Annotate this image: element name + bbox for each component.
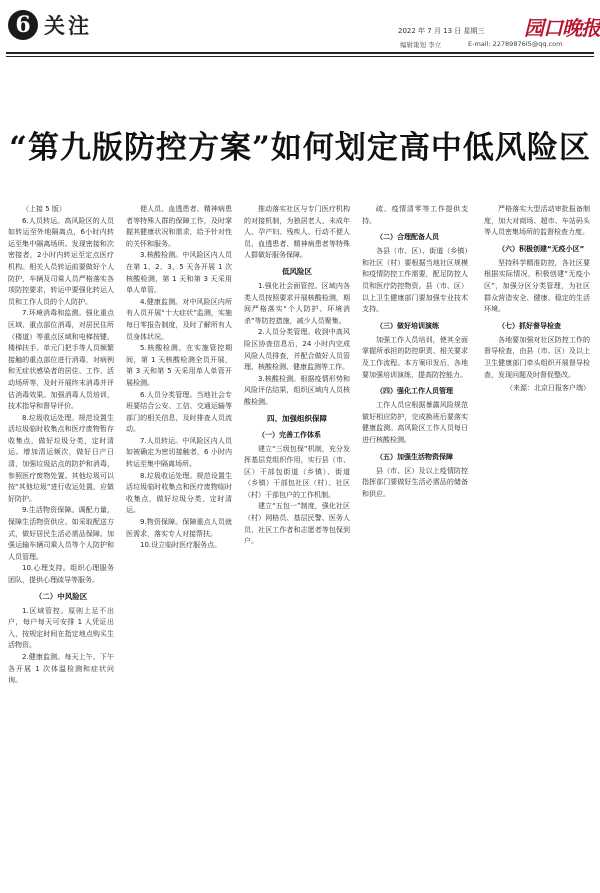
paragraph: 9.生活物资保障。调配力量，保障生活物资供应。如采取配送方式，做好居民生活必需品保障。加强运输车辆司乘人员等个人防护和人员管理。 <box>8 506 114 561</box>
paragraph: 各县（市、区）、街道（乡镇）和社区（村）要根据当地社区规模和疫情防控工作需要，配足防控人员和医疗防控物资。县（市、区）以上卫生健康部门要加强专业技术支持。 <box>362 247 468 314</box>
paragraph: （上接 5 版） <box>22 205 66 213</box>
newspaper-logo: 园口晚报 <box>524 16 600 40</box>
page-number: 6 <box>8 10 38 40</box>
paragraph: 工作人员应根据暴露风险规范做好相应防护，完成换班后要落实健康监测。高风险区工作人员每日进行核酸检测。 <box>362 401 468 444</box>
paragraph: 2.人员分类管理。收到中高风险区协查信息后，24 小时内完成风险人员排查，并配合做好人员管理、核酸检测、健康监测等工作。 <box>244 328 350 372</box>
paragraph: 1.强化社会面管控。区域内各类人员按照要求开展核酸检测，期间严格落实“个人防护、环境消杀”等防控措施，减少人员聚集。 <box>244 281 350 325</box>
paragraph: 建立“三级包保”机制，充分发挥基层党组织作用，实行县（市、区）干部包街道（乡镇）、街道（乡镇）干部包社区（村）、社区（村）干部包户的工作机制。 <box>244 444 350 499</box>
paragraph: 3.核酸检测。根据疫情形势和风险评估结果，组织区域内人员核酸检测。 <box>244 374 350 406</box>
paragraph: 8.垃圾收运处理。规范设置生活垃圾临时收集点和医疗废物临时收集点，做好垃圾分类，定时清运。 <box>126 471 232 515</box>
paragraph: 加强工作人员培训，使其全面掌握所承担的防控职责、相关要求及工作流程。本方案印发后，各地要加强培训演练，提高防控能力。 <box>362 335 468 379</box>
page-header <box>0 0 600 58</box>
section-name: 关注 <box>44 13 92 38</box>
paragraph: 9.物资保障。保障重点人员就医需求，落实专人对接帮扶。 <box>126 518 232 538</box>
article-column-4 <box>362 204 468 888</box>
article-source: （来源：北京日报客户端） <box>506 384 590 393</box>
paragraph: 建立“五包一”制度，强化社区（村）网格员、基层民警、医务人员、社区工作者和志愿者等包保到户。 <box>244 502 350 546</box>
article-headline: “第九版防控方案”如何划定高中低风险区 <box>9 130 591 166</box>
subsection-heading: （四）强化工作人员管理 <box>376 387 453 396</box>
section-heading: （二）中风险区 <box>34 591 88 601</box>
paragraph: 10.心理支持。组织心理服务团队，提供心理疏导等服务。 <box>8 564 114 584</box>
subsection-heading: （二）合理配备人员 <box>376 233 439 242</box>
subsection-heading: （七）抓好督导检查 <box>498 321 561 330</box>
paragraph: 3.核酸检测。中风险区内人员在第 1、2、3、5 天各开展 1 次核酸检测，第 1 天和第 3 天采用单人单管。 <box>126 251 232 295</box>
editor-credit: 编辑策划 李立 <box>400 41 442 49</box>
paragraph: 便人员、血透患者、精神病患者等特殊人群的保障工作，及时掌握其健康状况和需求，给予针对性的关怀和服务。 <box>126 205 232 248</box>
paragraph: 4.健康监测。对中风险区内所有人员开展“十大症状”监测，实施每日零报告制度，及时了解所有人员身体状况。 <box>126 297 232 341</box>
section-heading: 四、加强组织保障 <box>267 413 327 423</box>
subsection-heading: （三）做好培训演练 <box>376 321 439 330</box>
paragraph: 2.健康监测。每天上午、下午各开展 1 次体温检测和症状问询。 <box>8 652 114 685</box>
paragraph: 5.核酸检测。在实施管控期间，第 1 天核酸检测全员开展，第 3 天和第 5 天采用单人单管开展检测。 <box>126 344 232 387</box>
paragraph: 各地要加强对社区防控工作的督导检查，由县（市、区）及以上卫生健康部门牵头组织开展督导检查，发现问题及时督促整改。 <box>484 335 590 379</box>
paragraph: 7.环境消毒和监测。强化重点区域、重点部位消毒，对居民住所（楼道）等重点区域和电梯按键、楼梯扶手、单元门把手等人员频繁接触的重点部位进行消毒，对病例和无症状感染者的居住、工作、活动场所等，及时开展终末消毒并评估消毒效果。加强消毒人员培训，技术指导和督导评价。 <box>8 309 114 411</box>
paragraph: 6.人员分类管理。当地社会专班要结合公安、工信、交通运输等部门的相关信息，及时排查人员流动。 <box>126 390 232 434</box>
paragraph: 7.人员转运。中风险区内人员如被确定为密切接触者，6 小时内转运至集中隔离场所。 <box>126 436 232 469</box>
subsection-heading: （六）积极创建“无疫小区” <box>498 244 585 253</box>
article-column-3 <box>244 204 350 888</box>
header-rule-thick <box>6 52 594 54</box>
paragraph: 10.设立临时医疗服务点。 <box>140 541 222 550</box>
article-column-1 <box>8 204 114 888</box>
article-column-5 <box>484 204 590 888</box>
contact-email: E-mail: 22789876I5@qq.com <box>468 40 563 48</box>
issue-date: 2022 年 7 月 13 日 星期三 <box>398 27 485 35</box>
paragraph: 坚持科学精准防控，各社区要根据实际情况，积极创建“无疫小区”，加强分区分类管理，为社区群众营造安全、健康、稳定的生活环境。 <box>484 258 590 314</box>
paragraph: 疏、疫情清零等工作提供支持。 <box>362 205 468 225</box>
subsection-heading: （一）完善工作体系 <box>258 430 321 439</box>
section-heading: 低风险区 <box>282 266 312 276</box>
subsection-heading: （五）加强生活物资保障 <box>376 452 453 461</box>
paragraph: 县（市、区）及以上疫情防控指挥部门要做好生活必需品的储备和供应。 <box>362 466 468 498</box>
paragraph: 严格落实大型活动审批报备制度，加大对商场、超市、车站码头等人员密集场所的监督检查力度。 <box>484 205 590 237</box>
paragraph: 1.区域管控。原则上足不出户，每户每天可安排 1 人凭证出入，按规定时间在指定地点购买生活物资。 <box>8 606 114 650</box>
paragraph: 推动落实社区与专门医疗机构的对接机制，为独居老人、未成年人、孕产妇、残疾人、行动不便人员、血透患者、精神病患者等特殊人群做好服务保障。 <box>244 205 350 260</box>
header-rule-thin <box>6 56 594 57</box>
paragraph: 8.垃圾收运处理。规范设置生活垃圾临时收集点和医疗废物暂存收集点，做好垃圾分类，定时清运。增加清运频次，做好日产日清，加强垃圾站点的防护和消毒，参照医疗废物处置。其他垃圾可以按“其他垃圾”进行收运处置，应做好防护。 <box>8 413 114 503</box>
paragraph: 6.人员转运。高风险区的人员如转运至外地隔离点，6小时内转运至集中隔离场所。发现密接和次密接者，2小时内转运至定点医疗机构。相关人员转运前要做好个人防护，车辆及司乘人员严格落实各项防控要求，转运中要强化转运人员和工作人员的个人防护。 <box>8 216 114 306</box>
article-column-2 <box>126 204 232 888</box>
